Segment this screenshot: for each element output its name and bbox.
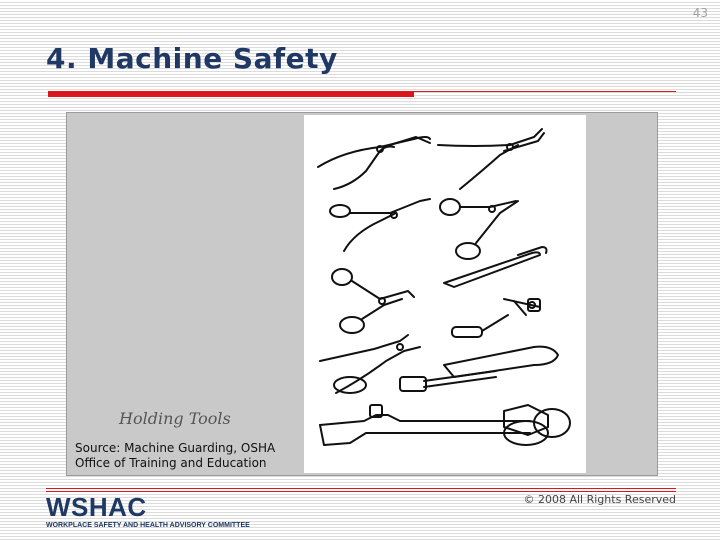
loop-pliers-2-icon [320,335,420,393]
magnetic-holder-icon [504,299,540,315]
holding-tools-illustration [304,115,586,473]
copyright-notice: © 2008 All Rights Reserved [523,493,676,506]
logo-subtitle: WORKPLACE SAFETY AND HEALTH ADVISORY COMMITTEE [46,522,250,529]
figure-panel [66,112,658,476]
slide-title: 4. Machine Safety [46,42,338,75]
push-stick-icon [452,315,508,337]
suction-lifter-icon [320,405,570,445]
loop-tongs-icon [440,199,518,259]
source-line-2: Office of Training and Education [75,456,267,470]
slide-number: 43 [692,6,708,20]
tweezers-icon [444,247,547,287]
tongs-2-icon [438,129,544,189]
title-underline-bar [48,91,414,97]
title-underline-rule [414,91,676,92]
tongs-1-icon [318,137,430,189]
figure-caption: Holding Tools [119,409,231,428]
footer-rule-top [46,488,676,489]
wshac-logo [46,492,250,534]
scissor-tongs-icon [332,269,414,333]
push-handle-icon [400,347,558,391]
figure-source [75,441,275,471]
source-line-1: Source: Machine Guarding, OSHA [75,441,276,455]
loop-pliers-1-icon [330,199,430,251]
logo-wordmark: WSHAC [46,492,147,522]
